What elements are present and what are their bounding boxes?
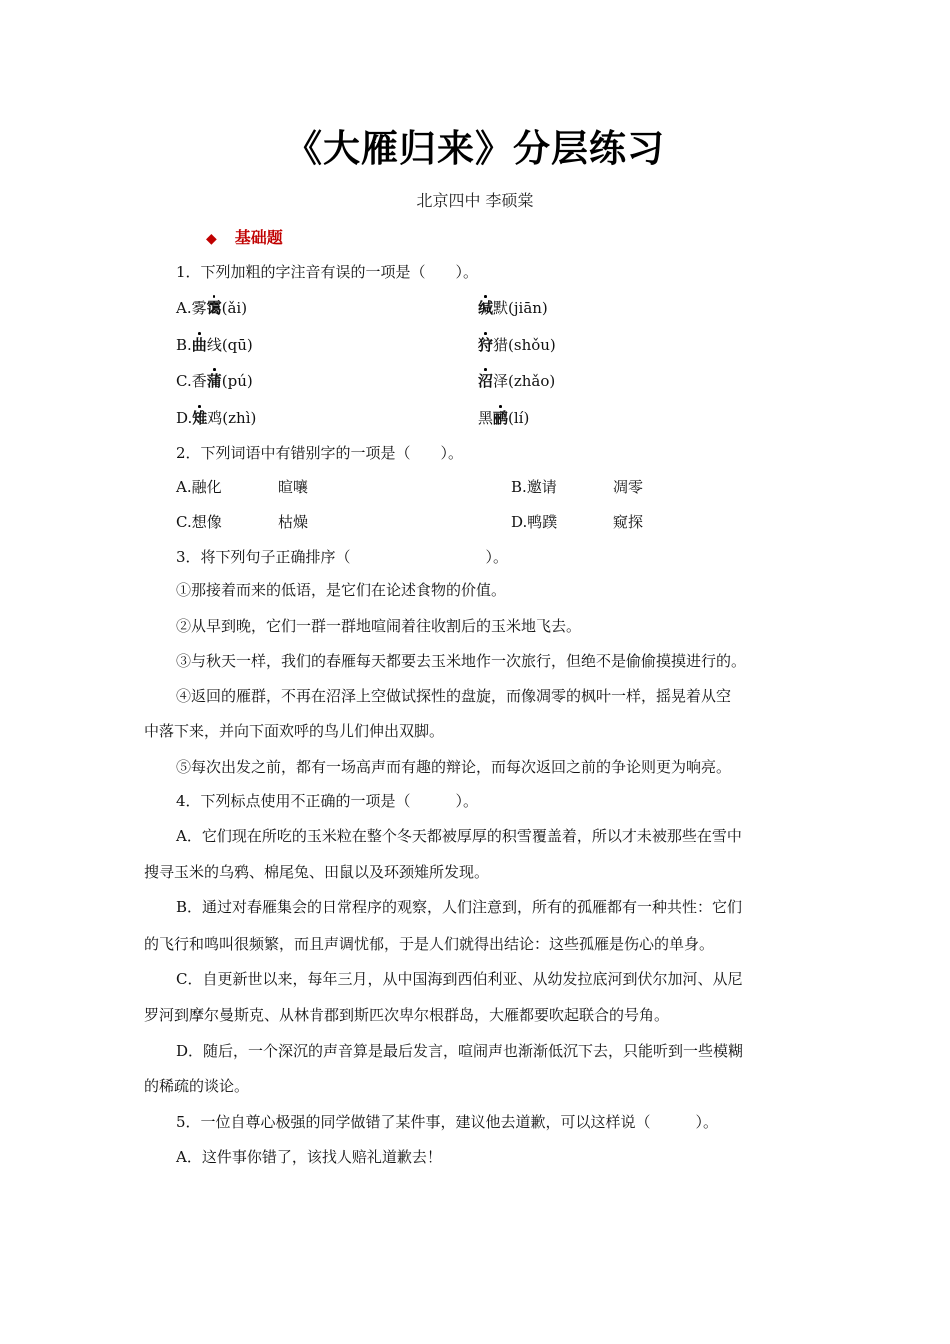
diamond-icon: ◆ bbox=[206, 231, 217, 247]
emphasis-char: 曲 bbox=[191, 336, 207, 354]
q3-sentence-2: ②从早到晚，它们一群一群地喧闹着往收割后的玉米地飞去。 bbox=[176, 617, 582, 635]
section-heading bbox=[206, 225, 283, 248]
q3-sentence-4-cont: 中落下来，并向下面欢呼的鸟儿们伸出双脚。 bbox=[144, 722, 445, 740]
q2-option-a-word: 暄嚷 bbox=[278, 478, 309, 496]
question-2-stem: 2．下列词语中有错别字的一项是（ ）。 bbox=[176, 444, 464, 462]
q2-option-c: C.想像 bbox=[176, 513, 222, 531]
q4-option-c-cont: 罗河到摩尔曼斯克、从林肯郡到斯匹次卑尔根群岛，大雁都要吹起联合的号角。 bbox=[144, 1006, 670, 1024]
q2-option-b-word: 凋零 bbox=[613, 478, 644, 496]
emphasis-char: 鹂 bbox=[493, 409, 509, 427]
emphasis-char: 雉 bbox=[192, 409, 208, 427]
q4-option-d: D．随后，一个深沉的声音算是最后发言，喧闹声也渐渐低沉下去，只能听到一些模糊 bbox=[176, 1042, 744, 1060]
page-title: 《大雁归来》分层练习 bbox=[285, 127, 665, 170]
q4-option-c: C．自更新世以来，每年三月，从中国海到西伯利亚、从幼发拉底河到伏尔加河、从尼 bbox=[176, 970, 743, 988]
q5-option-a: A．这件事你错了，该找人赔礼道歉去！ bbox=[176, 1148, 442, 1166]
q3-sentence-5: ⑤每次出发之前，都有一场高声而有趣的辩论，而每次返回之前的争论则更为响亮。 bbox=[176, 758, 732, 776]
question-5-stem: 5．一位自尊心极强的同学做错了某件事，建议他去道歉，可以这样说（ ）。 bbox=[176, 1113, 719, 1131]
emphasis-char: 蒲 bbox=[206, 372, 222, 390]
section-label: 基础题 bbox=[234, 228, 283, 247]
q4-option-b: B．通过对春雁集会的日常程序的观察，人们注意到，所有的孤雁都有一种共性：它们 bbox=[176, 898, 743, 916]
q2-option-b: B.邀请 bbox=[511, 478, 557, 496]
q1-option-c: C.香蒲(pú) bbox=[176, 372, 253, 390]
q1-option-d: D.雉鸡(zhì) bbox=[176, 409, 257, 427]
q1-option-a: A.雾霭(ǎi) bbox=[176, 299, 248, 317]
q1-option-b: B.曲线(qū) bbox=[176, 336, 253, 354]
q1-option-a2: 缄默(jiān) bbox=[478, 299, 548, 317]
q4-option-b-cont: 的飞行和鸣叫很频繁，而且声调忧郁，于是人们就得出结论：这些孤雁是伤心的单身。 bbox=[144, 935, 715, 953]
q3-sentence-4: ④返回的雁群，不再在沼泽上空做试探性的盘旋，而像凋零的枫叶一样，摇晃着从空 bbox=[176, 687, 732, 705]
emphasis-char: 霭 bbox=[206, 299, 222, 317]
q4-option-a-cont: 搜寻玉米的乌鸦、棉尾兔、田鼠以及环颈雉所发现。 bbox=[144, 863, 490, 881]
q2-option-d-word: 窥探 bbox=[613, 513, 644, 531]
q2-option-a: A.融化 bbox=[176, 478, 222, 496]
q3-sentence-1: ①那接着而来的低语，是它们在论述食物的价值。 bbox=[176, 581, 507, 599]
author-line: 北京四中 李硕棠 bbox=[416, 191, 534, 210]
emphasis-char: 沼 bbox=[478, 372, 494, 390]
question-4-stem: 4．下列标点使用不正确的一项是（ ）。 bbox=[176, 792, 479, 810]
question-1-stem: 1．下列加粗的字注音有误的一项是（ ）。 bbox=[176, 263, 479, 281]
q1-option-d2: 黑鹂(lí) bbox=[478, 409, 530, 427]
question-3-stem: 3．将下列句子正确排序（ ）。 bbox=[176, 548, 509, 566]
emphasis-char: 缄 bbox=[478, 299, 494, 317]
q4-option-d-cont: 的稀疏的谈论。 bbox=[144, 1077, 250, 1095]
q2-option-d: D.鸭蹼 bbox=[511, 513, 558, 531]
q1-option-b2: 狩猎(shǒu) bbox=[478, 336, 556, 354]
emphasis-char: 狩 bbox=[478, 336, 494, 354]
q2-option-c-word: 枯燥 bbox=[278, 513, 309, 531]
q3-sentence-3: ③与秋天一样，我们的春雁每天都要去玉米地作一次旅行，但绝不是偷偷摸摸进行的。 bbox=[176, 652, 747, 670]
q4-option-a: A．它们现在所吃的玉米粒在整个冬天都被厚厚的积雪覆盖着，所以才未被那些在雪中 bbox=[176, 827, 742, 845]
q1-option-c2: 沼泽(zhǎo) bbox=[478, 372, 556, 390]
